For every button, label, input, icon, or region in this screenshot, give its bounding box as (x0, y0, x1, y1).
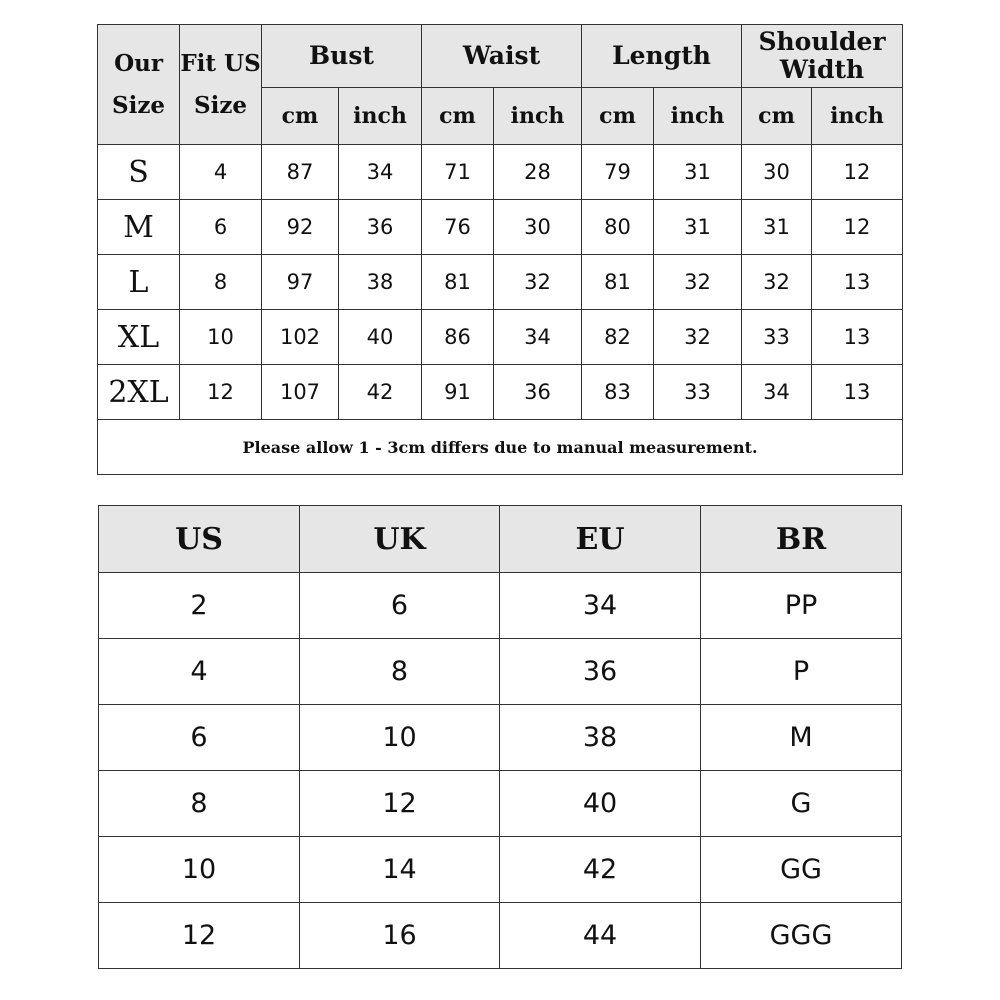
table-row (99, 903, 902, 969)
size-name-cell: S (98, 145, 180, 200)
bust-header: Bust (262, 25, 422, 88)
value-cell: 32 (654, 255, 742, 310)
eu-cell: 38 (500, 705, 701, 771)
value-cell: 36 (494, 365, 582, 420)
size-name-cell: XL (98, 310, 180, 365)
value-cell: 13 (812, 255, 903, 310)
us-size-cell: 4 (180, 145, 262, 200)
uk-cell: 16 (300, 903, 500, 969)
value-cell: 12 (812, 200, 903, 255)
us-cell: 2 (99, 573, 300, 639)
value-cell: 83 (582, 365, 654, 420)
value-cell: 34 (339, 145, 422, 200)
table-row (99, 837, 902, 903)
table-row (98, 200, 903, 255)
size-name-cell: M (98, 200, 180, 255)
unit-header: inch (339, 88, 422, 145)
uk-header: UK (300, 506, 500, 573)
eu-cell: 44 (500, 903, 701, 969)
us-cell: 8 (99, 771, 300, 837)
unit-header: inch (812, 88, 903, 145)
value-cell: 79 (582, 145, 654, 200)
size-chart-header-row (98, 25, 903, 88)
br-cell: M (701, 705, 902, 771)
eu-cell: 34 (500, 573, 701, 639)
uk-cell: 14 (300, 837, 500, 903)
table-row (99, 573, 902, 639)
table-row (99, 639, 902, 705)
table-row (98, 255, 903, 310)
unit-header: inch (494, 88, 582, 145)
value-cell: 34 (494, 310, 582, 365)
us-size-cell: 8 (180, 255, 262, 310)
us-header: US (99, 506, 300, 573)
value-cell: 36 (339, 200, 422, 255)
uk-cell: 12 (300, 771, 500, 837)
br-cell: G (701, 771, 902, 837)
value-cell: 31 (654, 200, 742, 255)
measurement-note: Please allow 1 - 3cm differs due to manual measurement. (98, 420, 903, 475)
value-cell: 107 (262, 365, 339, 420)
value-cell: 81 (582, 255, 654, 310)
value-cell: 81 (422, 255, 494, 310)
value-cell: 32 (742, 255, 812, 310)
table-row (98, 365, 903, 420)
value-cell: 91 (422, 365, 494, 420)
value-cell: 31 (742, 200, 812, 255)
value-cell: 33 (742, 310, 812, 365)
eu-header: EU (500, 506, 701, 573)
uk-cell: 6 (300, 573, 500, 639)
waist-header: Waist (422, 25, 582, 88)
table-row (99, 705, 902, 771)
conversion-header-row (99, 506, 902, 573)
table-row (98, 145, 903, 200)
value-cell: 13 (812, 310, 903, 365)
value-cell: 38 (339, 255, 422, 310)
value-cell: 34 (742, 365, 812, 420)
length-header: Length (582, 25, 742, 88)
unit-header: cm (742, 88, 812, 145)
value-cell: 76 (422, 200, 494, 255)
eu-cell: 40 (500, 771, 701, 837)
us-cell: 10 (99, 837, 300, 903)
value-cell: 30 (742, 145, 812, 200)
value-cell: 40 (339, 310, 422, 365)
uk-cell: 8 (300, 639, 500, 705)
br-cell: PP (701, 573, 902, 639)
table-row (99, 771, 902, 837)
us-cell: 4 (99, 639, 300, 705)
size-name-cell: 2XL (98, 365, 180, 420)
value-cell: 102 (262, 310, 339, 365)
unit-header: inch (654, 88, 742, 145)
us-size-cell: 10 (180, 310, 262, 365)
value-cell: 32 (654, 310, 742, 365)
us-cell: 6 (99, 705, 300, 771)
value-cell: 86 (422, 310, 494, 365)
fit-us-size-header: Fit US Size (180, 25, 262, 145)
br-cell: GGG (701, 903, 902, 969)
value-cell: 92 (262, 200, 339, 255)
us-cell: 12 (99, 903, 300, 969)
br-cell: GG (701, 837, 902, 903)
value-cell: 30 (494, 200, 582, 255)
value-cell: 31 (654, 145, 742, 200)
table-row (98, 310, 903, 365)
unit-header: cm (262, 88, 339, 145)
uk-cell: 10 (300, 705, 500, 771)
eu-cell: 36 (500, 639, 701, 705)
unit-header: cm (582, 88, 654, 145)
value-cell: 87 (262, 145, 339, 200)
value-cell: 33 (654, 365, 742, 420)
value-cell: 71 (422, 145, 494, 200)
note-row (98, 420, 903, 475)
size-name-cell: L (98, 255, 180, 310)
value-cell: 82 (582, 310, 654, 365)
us-size-cell: 12 (180, 365, 262, 420)
size-chart-table (97, 24, 903, 475)
value-cell: 13 (812, 365, 903, 420)
unit-header: cm (422, 88, 494, 145)
value-cell: 42 (339, 365, 422, 420)
eu-cell: 42 (500, 837, 701, 903)
us-size-cell: 6 (180, 200, 262, 255)
size-conversion-table (98, 505, 902, 969)
shoulder-width-header: Shoulder Width (742, 25, 903, 88)
br-cell: P (701, 639, 902, 705)
value-cell: 32 (494, 255, 582, 310)
br-header: BR (701, 506, 902, 573)
value-cell: 97 (262, 255, 339, 310)
value-cell: 80 (582, 200, 654, 255)
our-size-header: Our Size (98, 25, 180, 145)
value-cell: 12 (812, 145, 903, 200)
value-cell: 28 (494, 145, 582, 200)
